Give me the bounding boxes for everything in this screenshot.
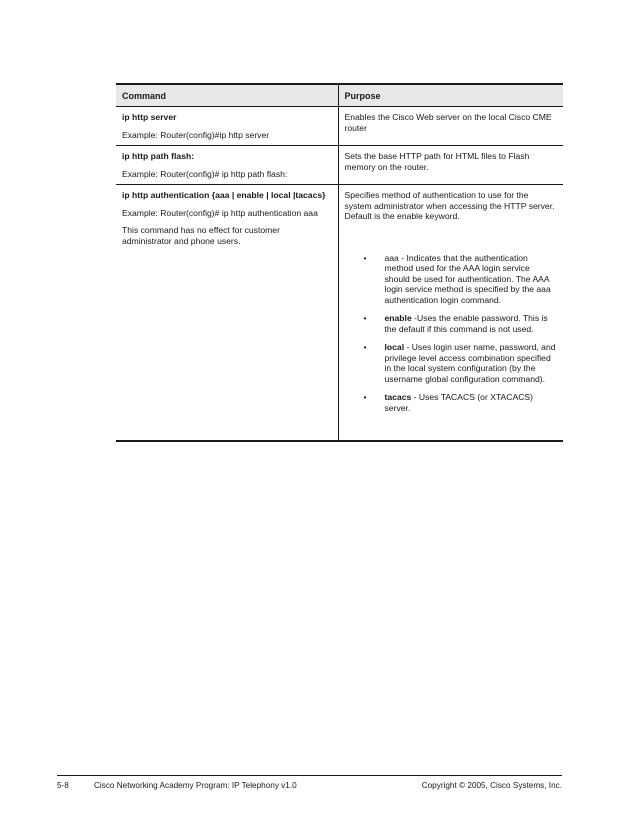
authentication-method-list [345, 253, 558, 414]
bullet-icon: • [363, 392, 367, 402]
copyright-notice: Copyright © 2005, Cisco Systems, Inc. [421, 781, 562, 790]
purpose-text: Enables the Cisco Web server on the local Cisco CME router [344, 112, 552, 133]
bullet-text: -Uses the enable password. This is the default if this command is not used. [384, 313, 548, 334]
purpose-cell [338, 107, 563, 146]
page-footer [57, 775, 562, 790]
command-example: Example: Router(config)# ip http path flash: [122, 168, 288, 179]
table-row [116, 185, 563, 441]
bullet-text: aaa - Indicates that the authentication method used for the AAA login service should be used for authentication. The AAA login service method is specified by the aaa authentication login command. [384, 252, 551, 305]
command-syntax: ip http server [122, 112, 177, 122]
bullet-text: - Uses login user name, password, and privilege level access combination specified in the local system configuration (by the username global configuration command). [384, 342, 556, 384]
page-number: 5-8 [57, 781, 69, 790]
command-cell [116, 185, 338, 441]
bullet-text: - Uses TACACS (or XTACACS) server. [384, 392, 534, 413]
command-column-header: Command [116, 85, 338, 107]
command-table [116, 85, 563, 440]
command-example: Example: Router(config)#ip http server [122, 129, 270, 140]
list-item [345, 342, 558, 384]
purpose-cell [338, 185, 563, 441]
command-table-container [116, 83, 563, 442]
purpose-text: Specifies method of authentication to use for the system administrator when accessing the HTTP server. Default is the enable keyword. [344, 190, 555, 221]
command-example: Example: Router(config)# ip http authentication aaa [122, 207, 318, 218]
bullet-term: enable [384, 313, 412, 323]
bullet-icon: • [363, 313, 367, 323]
command-note: This command has no effect for customer administrator and phone users. [122, 225, 280, 246]
table-header-row [116, 85, 563, 107]
purpose-text: Sets the base HTTP path for HTML files to Flash memory on the router. [344, 151, 530, 172]
list-item [345, 253, 558, 306]
list-item [345, 392, 558, 413]
bullet-icon: • [363, 252, 367, 263]
table-row [116, 146, 563, 185]
purpose-column-header: Purpose [338, 85, 563, 107]
command-syntax: ip http authentication {aaa | enable | local |tacacs} [122, 190, 326, 200]
program-title: Cisco Networking Academy Program: IP Telephony v1.0 [94, 781, 297, 790]
bullet-icon: • [363, 342, 367, 352]
command-cell [116, 107, 338, 146]
command-cell [116, 146, 338, 185]
table-row [116, 107, 563, 146]
command-syntax: ip http path flash: [122, 151, 195, 161]
purpose-cell [338, 146, 563, 185]
list-item [345, 313, 558, 334]
bullet-term: local [384, 342, 405, 352]
bullet-term: tacacs [384, 392, 412, 402]
